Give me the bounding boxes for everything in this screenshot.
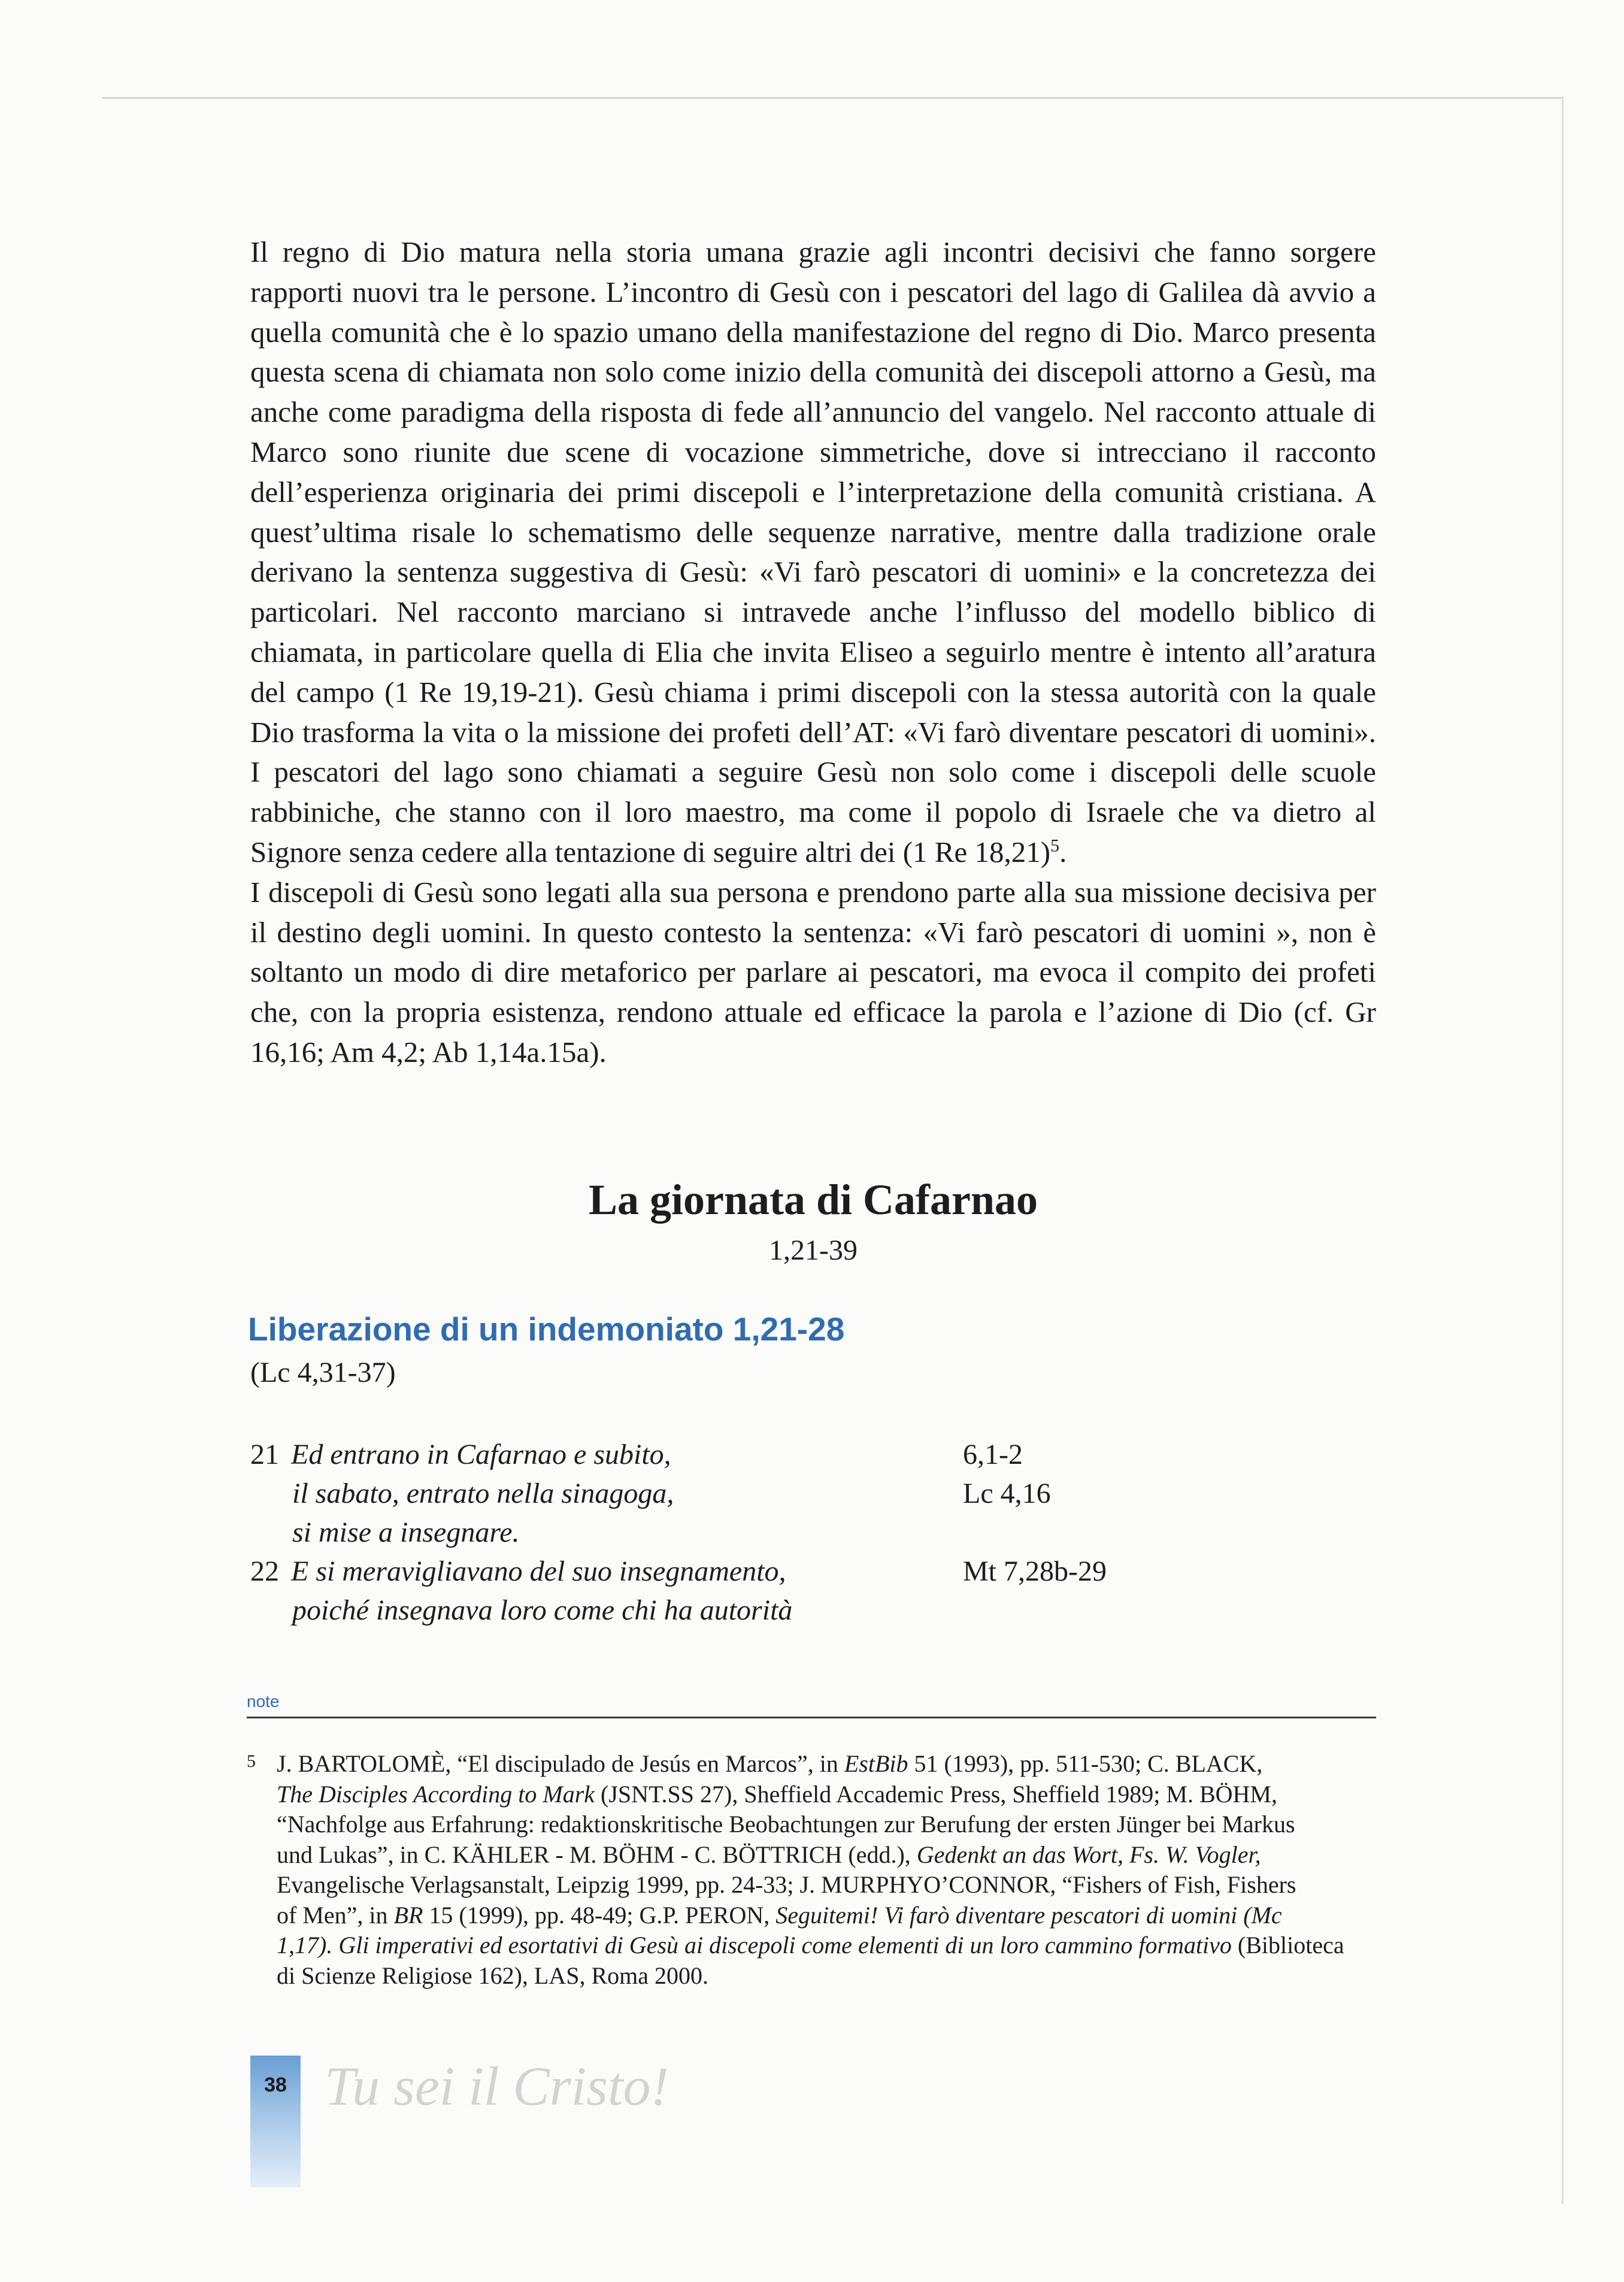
verse-line: si mise a insegnare. xyxy=(292,1517,520,1548)
verse-text xyxy=(291,1552,1376,1630)
cross-reference: Lc 4,16 xyxy=(963,1478,1051,1509)
verse-cross-references xyxy=(963,1552,1107,1591)
verse-21 xyxy=(250,1435,1376,1552)
notes-label: note xyxy=(247,1692,280,1711)
verse-line: E si meravigliavano del suo insegnamento, xyxy=(291,1555,786,1587)
footnote-line: 1,17). Gli imperativi ed esortativi di Gesù ai discepoli come elementi di un loro cammino formativo (Biblioteca xyxy=(277,1932,1344,1959)
verse-22 xyxy=(250,1552,1376,1630)
page-edge-right xyxy=(1562,96,1564,2204)
cross-reference: 6,1-2 xyxy=(963,1439,1023,1470)
footnote-line: und Lukas”, in C. KÄHLER - M. BÖHM - C. BÖTTRICH (edd.), Gedenkt an das Wort, Fs. W. Vogler, xyxy=(277,1841,1261,1868)
footnote-line: J. BARTOLOMÈ, “El discipulado de Jesús en Marcos”, in EstBib 51 (1993), pp. 511-530; C. BLACK, xyxy=(277,1750,1263,1777)
section-parallel-reference: (Lc 4,31-37) xyxy=(250,1357,396,1388)
verse-line: poiché insegnava loro come chi ha autorità xyxy=(292,1594,793,1626)
verse-line: Ed entrano in Cafarnao e subito, xyxy=(291,1439,671,1470)
footnote-line: Evangelische Verlagsanstalt, Leipzig 1999, pp. 24-33; J. MURPHYO’CONNOR, “Fishers of Fish, Fishers xyxy=(277,1871,1296,1898)
notes-divider xyxy=(247,1717,1376,1718)
cross-reference: Mt 7,28b-29 xyxy=(963,1555,1107,1587)
footnote-5 xyxy=(247,1749,1376,1991)
running-title: Tu sei il Cristo! xyxy=(325,2056,669,2117)
footnote-number: 5 xyxy=(247,1751,256,1771)
footnote-marker[interactable]: 5 xyxy=(1050,836,1060,856)
footnote-line: “Nachfolge aus Erfahrung: redaktionskritische Beobachtungen zur Berufung der ersten Jünger bei Markus xyxy=(277,1811,1295,1838)
verse-cross-references xyxy=(963,1435,1051,1513)
verse-number: 22 xyxy=(250,1555,279,1587)
verse-line: il sabato, entrato nella sinagoga, xyxy=(292,1478,674,1509)
footnote-line: di Scienze Religiose 162), LAS, Roma 2000. xyxy=(277,1962,709,1989)
verse-number: 21 xyxy=(250,1439,279,1470)
verse-text xyxy=(291,1435,1376,1552)
footnote-line: of Men”, in BR 15 (1999), pp. 48-49; G.P. PERON, Seguitemi! Vi farò diventare pescatori di uomini (Mc xyxy=(277,1901,1282,1929)
body-paragraph-1: Il regno di Dio matura nella storia umana grazie agli incontri decisivi che fanno sorgere rapporti nuovi tra le persone. L’incontro di Gesù con i pescatori del lago di Galilea dà avvio a quella comunità che è lo spazio umano della manifestazione del regno di Dio. Marco presenta questa scena di chiamata non solo come inizio della comunità dei discepoli attorno a Gesù, ma anche come paradigma della risposta di fede all’annuncio del vangelo. Nel racconto attuale di Marco sono riunite due scene di vocazione simmetriche, dove si intrecciano il racconto dell’esperienza originaria dei primi discepoli e l’interpretazione della comunità cristiana. A quest’ultima risale lo schematismo delle sequenze narrative, mentre dalla tradizione orale derivano la sentenza suggestiva di Gesù: «Vi farò pescatori di uomini» e la concretezza dei particolari. Nel racconto marciano si intravede anche l’influsso del modello biblico di chiamata, in particolare quella di Elia che invita Eliseo a seguirlo mentre è intento all’aratura del campo (1 Re 19,19-21). Gesù chiama i primi discepoli con la stessa autorità con la quale Dio trasforma la vita o la missione dei profeti dell’AT: «Vi farò diventare pescatori di uomini». I pescatori del lago sono chiamati a seguire Gesù non solo come i discepoli delle scuole rabbiniche, che stanno con il loro maestro, ma come il popolo di Israele che va dietro al Signore senza cedere alla tentazione di seguire altri dei (1 Re 18,21)$^5$. xyxy=(250,235,1376,868)
body-text xyxy=(250,232,1376,1073)
body-paragraph-2: I discepoli di Gesù sono legati alla sua persona e prendono parte alla sua missione decisiva per il destino degli uomini. In questo contesto la sentenza: «Vi farò pescatori di uomini », non è soltanto un modo di dire metaforico per parlare ai pescatori, ma evoca il compito dei profeti che, con la propria esistenza, rendono attuale ed efficace la parola e l’azione di Dio (cf. Gr 16,16; Am 4,2; Ab 1,14a.15a). xyxy=(250,875,1376,1069)
verse-list xyxy=(250,1435,1376,1630)
chapter-title: La giornata di Cafarnao xyxy=(588,1176,1038,1224)
footnote-line: The Disciples According to Mark (JSNT.SS 27), Sheffield Accademic Press, Sheffield 1989; M. BÖHM, xyxy=(277,1780,1277,1808)
page-number: 38 xyxy=(264,2074,287,2096)
footnote-text xyxy=(277,1749,1376,1991)
chapter-reference: 1,21-39 xyxy=(769,1234,858,1266)
page-edge-top xyxy=(102,97,1564,99)
section-title: Liberazione di un indemoniato 1,21-28 xyxy=(248,1311,845,1348)
